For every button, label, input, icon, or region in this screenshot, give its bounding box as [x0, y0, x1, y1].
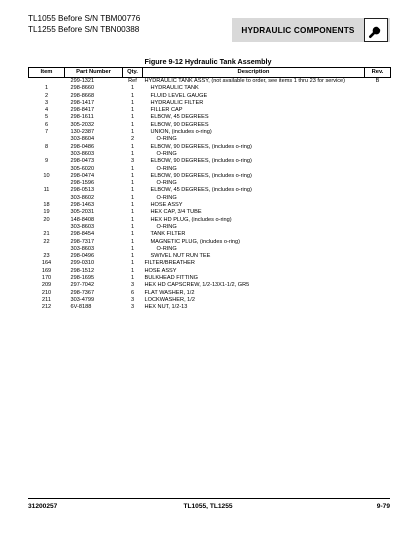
rev-cell — [365, 93, 391, 100]
qty-cell: 1 — [130, 114, 135, 121]
item-cell: 212 — [41, 304, 52, 311]
part-number-cell: 130-2387 — [70, 129, 95, 136]
table-row — [29, 180, 391, 187]
rev-cell — [365, 85, 391, 92]
part-number-cell: 305-6020 — [70, 165, 95, 172]
description-cell — [143, 129, 365, 136]
table-row — [29, 246, 391, 253]
description-cell — [143, 180, 365, 187]
rev-cell — [365, 202, 391, 209]
qty-cell: 1 — [130, 267, 135, 274]
table-row — [29, 239, 391, 246]
description-text: ELBOW, 90 DEGREES, (includes o-ring) — [150, 158, 252, 165]
item-cell: 164 — [41, 260, 52, 267]
table-row — [29, 202, 391, 209]
part-number-cell: 298-1695 — [70, 275, 95, 282]
description-text: O-RING — [156, 194, 177, 201]
rev-cell — [365, 246, 391, 253]
item-cell: 21 — [43, 231, 50, 238]
table-row — [29, 195, 391, 202]
item-cell — [29, 224, 65, 231]
description-text: ELBOW, 45 DEGREES, (includes o-ring) — [150, 187, 252, 194]
table-row — [29, 173, 391, 180]
qty-cell: 1 — [130, 172, 135, 179]
qty-cell: 1 — [130, 216, 135, 223]
description-cell — [143, 282, 365, 289]
description-cell — [143, 122, 365, 129]
description-cell — [143, 78, 365, 86]
table-row — [29, 129, 391, 136]
item-cell: 1 — [44, 85, 49, 92]
description-cell — [143, 231, 365, 238]
rev-cell — [365, 173, 391, 180]
part-number-cell: 303-8603 — [70, 245, 95, 252]
model-line-1: TL1055 Before S/N TBM00776 — [28, 14, 141, 23]
part-number-cell: 298-1611 — [70, 114, 94, 121]
qty-cell: 1 — [130, 143, 135, 150]
rev-cell — [365, 209, 391, 216]
qty-cell: 1 — [130, 92, 135, 99]
description-cell — [143, 173, 365, 180]
part-number-cell: 298-8668 — [70, 92, 95, 99]
description-cell — [143, 246, 365, 253]
description-text: UNION, (includes o-ring) — [150, 129, 212, 136]
part-number-cell: 6V-8188 — [70, 304, 92, 311]
part-number-cell: 303-8603 — [70, 150, 95, 157]
item-cell: 20 — [43, 216, 50, 223]
qty-cell: Ref — [128, 78, 137, 84]
table-row — [29, 297, 391, 304]
description-cell — [143, 224, 365, 231]
rev-cell — [365, 268, 391, 275]
description-text: O-RING — [156, 136, 177, 143]
description-cell — [143, 100, 365, 107]
description-cell — [143, 290, 365, 297]
table-row — [29, 85, 391, 92]
description-text: TANK FILTER — [150, 231, 186, 238]
description-cell — [143, 158, 365, 165]
item-cell — [29, 180, 65, 187]
rev-cell — [365, 260, 391, 267]
qty-cell: 3 — [130, 282, 135, 289]
rev-cell: B — [375, 78, 380, 84]
rev-cell — [365, 166, 391, 173]
model-header — [28, 14, 140, 35]
footer-models: TL1055, TL1255 — [183, 503, 233, 510]
table-row — [29, 275, 391, 282]
description-cell — [143, 114, 365, 121]
item-cell: 7 — [44, 129, 49, 136]
rev-cell — [365, 275, 391, 282]
description-text: HYDRAULIC FILTER — [150, 99, 204, 106]
description-text: BULKHEAD FITTING — [144, 275, 198, 282]
item-cell: 8 — [44, 143, 49, 150]
qty-cell: 1 — [130, 260, 135, 267]
section-title: HYDRAULIC COMPONENTS — [241, 25, 355, 35]
item-cell: 170 — [41, 275, 52, 282]
qty-cell: 6 — [130, 289, 135, 296]
description-cell — [143, 253, 365, 260]
table-row — [29, 93, 391, 100]
description-text: HYDRAULIC TANK ASSY, (not available to order, see items 1 thru 23 for service) — [144, 78, 346, 84]
rev-cell — [365, 217, 391, 224]
description-cell — [143, 239, 365, 246]
description-text: MAGNETIC PLUG, (includes o-ring) — [150, 238, 241, 245]
figure-title: Figure 9-12 Hydraulic Tank Assembly — [144, 57, 272, 66]
description-text: HOSE ASSY — [144, 267, 177, 274]
item-cell: 211 — [42, 296, 51, 303]
rev-cell — [365, 253, 391, 260]
description-text: O-RING — [156, 223, 177, 230]
item-cell: 4 — [44, 107, 49, 114]
footer-rule — [28, 498, 390, 499]
description-text: FILLER CAP — [150, 107, 183, 114]
wrench-icon — [364, 18, 388, 42]
parts-table — [28, 67, 391, 312]
description-text: O-RING — [156, 180, 177, 187]
qty-cell: 2 — [130, 136, 135, 143]
description-cell — [143, 195, 365, 202]
rev-cell — [365, 151, 391, 158]
part-number-cell: 298-0513 — [70, 187, 95, 194]
qty-cell: 1 — [130, 187, 135, 194]
model-line-2: TL1255 Before S/N TBN00388 — [28, 24, 140, 34]
part-number-cell: 148-8408 — [70, 216, 95, 223]
qty-cell: 3 — [130, 296, 135, 303]
rev-cell — [365, 224, 391, 231]
table-row — [29, 187, 391, 194]
table-row — [29, 78, 391, 86]
part-number-cell: 303-8604 — [70, 136, 95, 143]
table-row — [29, 166, 391, 173]
table-row — [29, 151, 391, 158]
rev-cell — [365, 100, 391, 107]
part-number-cell: 299-1321 — [70, 78, 95, 84]
table-row — [29, 217, 391, 224]
item-cell: 2 — [44, 92, 49, 99]
description-text: HEX HD CAPSCREW, 1/2-13X1-1/2, GR5 — [144, 282, 250, 289]
table-row — [29, 304, 391, 311]
table-row — [29, 158, 391, 165]
description-cell — [143, 304, 365, 311]
table-row — [29, 260, 391, 267]
part-number-cell: 298-7317 — [70, 238, 95, 245]
item-cell — [29, 151, 65, 158]
rev-cell — [365, 122, 391, 129]
rev-cell — [365, 290, 391, 297]
table-row — [29, 268, 391, 275]
rev-cell — [365, 180, 391, 187]
description-text: FILTER/BREATHER — [144, 260, 195, 267]
description-text: HEX NUT, 1/2-13 — [144, 304, 188, 311]
qty-cell: 1 — [130, 202, 135, 209]
item-cell: 19 — [43, 209, 50, 216]
part-number-cell: 298-0474 — [70, 172, 95, 179]
item-cell: 6 — [44, 121, 49, 128]
description-text: HOSE ASSY — [150, 202, 183, 209]
part-number-cell: 303-4799 — [70, 296, 95, 303]
part-number-cell: 298-8454 — [70, 231, 95, 238]
section-header-box — [232, 18, 390, 42]
rev-cell — [365, 129, 391, 136]
description-text: ELBOW, 90 DEGREES, (includes o-ring) — [150, 172, 252, 179]
rev-cell — [365, 114, 391, 121]
part-number-cell: 305-2032 — [70, 121, 95, 128]
column-header-rev: Rev. — [365, 68, 391, 78]
description-cell — [143, 151, 365, 158]
description-text: ELBOW, 90 DEGREES, (includes o-ring) — [150, 143, 252, 150]
description-cell — [143, 260, 365, 267]
description-cell — [143, 93, 365, 100]
part-number-cell: 298-8417 — [70, 107, 95, 114]
column-header-item: Item — [29, 68, 65, 78]
table-row — [29, 253, 391, 260]
rev-cell — [365, 158, 391, 165]
part-number-cell: 298-1463 — [70, 202, 95, 209]
description-cell — [143, 136, 365, 143]
item-cell: 5 — [44, 114, 49, 121]
part-number-cell: 298-1512 — [70, 267, 95, 274]
footer-page-number: 9-79 — [376, 503, 390, 510]
table-row — [29, 144, 391, 151]
part-number-cell: 299-0310 — [70, 260, 95, 267]
rev-cell — [365, 304, 391, 311]
item-cell — [29, 195, 65, 202]
qty-cell: 1 — [130, 165, 135, 172]
part-number-cell: 298-7367 — [70, 289, 95, 296]
rev-cell — [365, 136, 391, 143]
description-text: O-RING — [156, 165, 177, 172]
table-row — [29, 290, 391, 297]
item-cell — [29, 246, 65, 253]
column-header-description: Description — [143, 68, 365, 78]
item-cell: 18 — [43, 202, 50, 209]
description-cell — [143, 209, 365, 216]
part-number-cell: 303-8602 — [70, 194, 95, 201]
qty-cell: 1 — [130, 231, 135, 238]
footer-doc-number: 31200257 — [28, 503, 58, 510]
rev-cell — [365, 107, 391, 114]
qty-cell: 1 — [130, 129, 135, 136]
qty-cell: 3 — [130, 304, 135, 311]
qty-cell: 1 — [130, 107, 135, 114]
item-cell: 209 — [41, 282, 52, 289]
qty-cell: 1 — [130, 275, 135, 282]
qty-cell: 1 — [130, 180, 135, 187]
qty-cell: 1 — [130, 209, 135, 216]
description-text: HEX CAP, 3/4 TUBE — [150, 209, 202, 216]
qty-cell: 1 — [130, 99, 135, 106]
table-row — [29, 231, 391, 238]
qty-cell: 3 — [130, 158, 135, 165]
item-cell: 210 — [41, 289, 52, 296]
table-row — [29, 114, 391, 121]
part-number-cell: 303-8603 — [70, 223, 95, 230]
description-text: HYDRAULIC TANK — [150, 85, 199, 92]
item-cell: 11 — [43, 187, 50, 194]
part-number-cell: 305-2031 — [70, 209, 95, 216]
part-number-cell: 298-8660 — [70, 85, 95, 92]
column-header-qty: Qty. — [123, 68, 143, 78]
description-text: O-RING — [156, 245, 177, 252]
qty-cell: 1 — [130, 194, 135, 201]
description-text: LOCKWASHER, 1/2 — [144, 296, 195, 303]
item-cell — [29, 136, 65, 143]
qty-cell: 1 — [130, 223, 135, 230]
parts-table-body — [29, 78, 391, 312]
rev-cell — [365, 231, 391, 238]
qty-cell: 1 — [130, 245, 135, 252]
description-text: ELBOW, 90 DEGREES — [150, 121, 209, 128]
description-cell — [143, 202, 365, 209]
description-text: FLAT WASHER, 1/2 — [144, 289, 195, 296]
table-row — [29, 282, 391, 289]
table-row — [29, 136, 391, 143]
part-number-cell: 298-0473 — [70, 158, 95, 165]
part-number-cell: 298-1417 — [70, 99, 95, 106]
rev-cell — [365, 239, 391, 246]
item-cell: 169 — [41, 267, 52, 274]
item-cell: 22 — [43, 238, 50, 245]
description-text: O-RING — [156, 150, 177, 157]
table-row — [29, 224, 391, 231]
description-text: SWIVEL NUT RUN TEE — [150, 253, 211, 260]
part-number-cell: 298-0496 — [70, 253, 95, 260]
qty-cell: 1 — [130, 238, 135, 245]
description-cell — [143, 217, 365, 224]
rev-cell — [365, 144, 391, 151]
part-number-cell: 297-7042 — [70, 282, 95, 289]
description-cell — [143, 107, 365, 114]
description-text: ELBOW, 45 DEGREES — [150, 114, 209, 121]
item-cell: 9 — [44, 158, 49, 165]
qty-cell: 1 — [130, 150, 135, 157]
item-cell — [29, 166, 65, 173]
description-cell — [143, 85, 365, 92]
description-text: FLUID LEVEL GAUGE — [150, 92, 208, 99]
description-cell — [143, 268, 365, 275]
item-cell: 3 — [44, 99, 49, 106]
item-cell: 23 — [43, 253, 50, 260]
description-cell — [143, 297, 365, 304]
description-cell — [143, 166, 365, 173]
table-header-row — [29, 68, 391, 78]
description-cell — [143, 187, 365, 194]
table-row — [29, 107, 391, 114]
rev-cell — [365, 187, 391, 194]
part-number-cell: 298-1596 — [70, 180, 95, 187]
rev-cell — [365, 282, 391, 289]
qty-cell: 1 — [130, 253, 135, 260]
item-cell — [29, 78, 65, 86]
rev-cell — [365, 195, 391, 202]
table-row — [29, 122, 391, 129]
item-cell: 10 — [43, 172, 50, 179]
description-cell — [143, 275, 365, 282]
column-header-part-number: Part Number — [65, 68, 123, 78]
qty-cell: 1 — [130, 121, 135, 128]
description-text: HEX HD PLUG, (includes o-ring) — [150, 216, 232, 223]
qty-cell: 1 — [130, 85, 135, 92]
part-number-cell: 298-0486 — [70, 143, 95, 150]
description-cell — [143, 144, 365, 151]
table-row — [29, 100, 391, 107]
rev-cell — [365, 297, 391, 304]
table-row — [29, 209, 391, 216]
